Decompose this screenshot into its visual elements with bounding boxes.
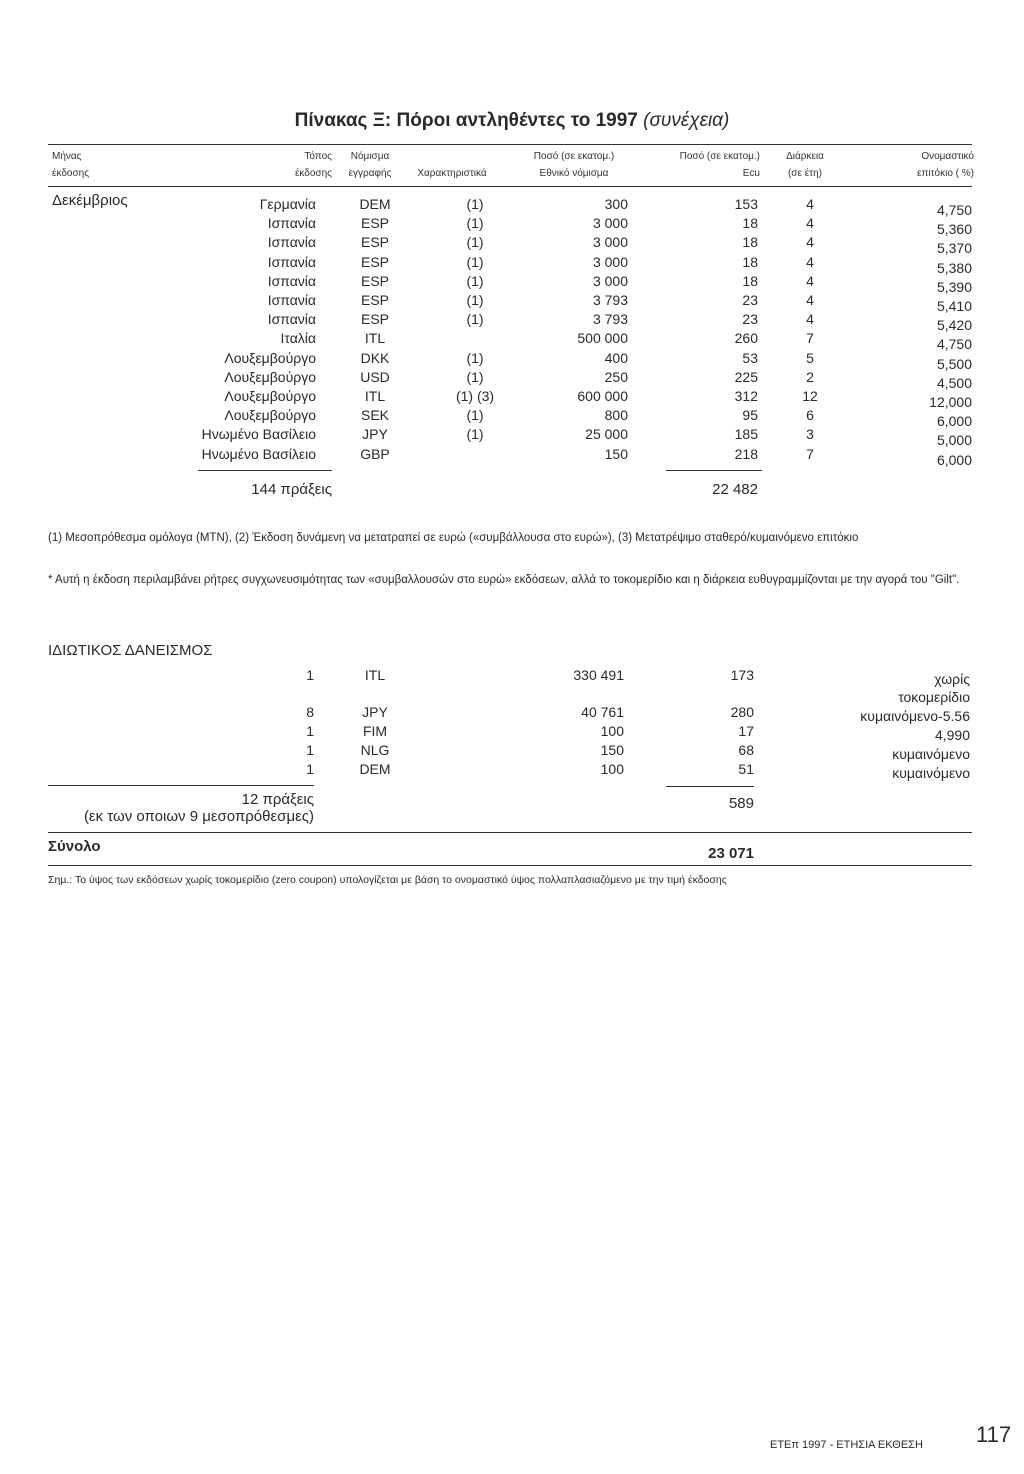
month-label: Δεκέμβριος [52, 192, 128, 209]
cell-amount-national: 800 [604, 407, 628, 424]
cell-currency: ESP [360, 272, 389, 289]
cell-currency: ESP [360, 253, 389, 270]
cell-currency: ITL [364, 667, 386, 683]
private-subtotal-rule-right [666, 786, 754, 787]
cell-currency: DEM [359, 761, 391, 777]
cell-currency: ITL [364, 388, 386, 404]
cell-duration: 3 [806, 426, 814, 443]
cell-features: (1) [466, 407, 484, 424]
cell-features: (1) [466, 234, 484, 251]
header-amount-national: Ποσό (σε εκατομ.) Εθνικό νόμισμα [533, 151, 615, 179]
cell-amount-national: 150 [600, 742, 624, 758]
cell-rate: κυμαινόμενο [892, 765, 970, 781]
footnote-1: (1) Μεσοπρόθεσμα ομόλογα (MTN), (2) Έκδοση δυνάμενη να μετατραπεί σε ευρώ («συμβάλλουσα στο ευρώ»), (3) Μετατρέψιμο σταθερό/κυμαινόμενο επιτόκιο [48, 532, 859, 544]
cell-count: 1 [306, 761, 314, 777]
cell-amount-national: 250 [604, 368, 628, 385]
header-top-rule [48, 144, 972, 145]
header-amount-ecu: Ποσό (σε εκατομ.) Ecu [679, 151, 760, 179]
cell-currency: NLG [360, 742, 390, 758]
cell-amount-national: 400 [604, 349, 628, 366]
header-bottom-rule [48, 186, 972, 187]
cell-place: Ισπανία [267, 215, 316, 232]
footnote-2: * Αυτή η έκδοση περιλαμβάνει ρήτρες συγχωνευσιμότητας των «συμβαλλουσών στο ευρώ» εκδόσεων, αλλά το τοκομερίδιο και η διάρκεια ευθυγραμμίζονται με την αγορά του "Gilt". [48, 574, 960, 586]
cell-currency: ESP [360, 311, 389, 328]
cell-rate: 4,750 [936, 202, 972, 218]
cell-amount-ecu: 153 [734, 196, 758, 212]
cell-amount-national: 3 000 [592, 272, 628, 289]
cell-features: (1) [466, 311, 484, 328]
cell-place: Ηνωμένο Βασίλειο [201, 445, 316, 462]
cell-amount-ecu: 312 [734, 388, 758, 404]
header-rate: Ονομαστικό επιτόκιο ( %) [917, 151, 974, 179]
cell-features: (1) (3) [455, 388, 495, 404]
cell-duration: 12 [802, 388, 818, 404]
cell-rate: 5,360 [936, 221, 972, 238]
cell-place: Λουξεμβούργο [224, 407, 316, 424]
cell-place: Γερμανία [259, 196, 316, 212]
cell-amount-national: 3 793 [592, 311, 628, 328]
cell-rate: 6,000 [936, 413, 972, 430]
cell-place: Λουξεμβούργο [224, 388, 316, 404]
cell-rate: χωρίς [934, 671, 970, 687]
cell-rate: κυμαινόμενο [892, 746, 970, 762]
cell-count: 1 [306, 667, 314, 683]
cell-currency: FIM [362, 723, 388, 739]
cell-currency: GBP [360, 445, 390, 462]
cell-amount-national: 3 000 [592, 234, 628, 251]
subtotal-rule-right [666, 470, 762, 471]
page-number: 117 [976, 1422, 1012, 1447]
total-label: Σύνολο [48, 838, 101, 855]
cell-features: (1) [466, 253, 484, 270]
cell-duration: 4 [806, 196, 814, 212]
cell-amount-ecu: 68 [738, 742, 754, 758]
cell-features: (1) [466, 292, 484, 308]
cell-amount-national: 3 000 [592, 253, 628, 270]
cell-rate-line2: τοκομερίδιο [898, 689, 970, 705]
cell-features: (1) [466, 349, 484, 366]
header-duration: Διάρκεια (σε έτη) [786, 151, 824, 179]
private-subtotal-label: 12 πράξεις [241, 791, 314, 808]
cell-amount-ecu: 18 [742, 272, 758, 289]
cell-currency: USD [360, 368, 390, 385]
cell-features: (1) [466, 272, 484, 289]
cell-amount-national: 100 [600, 723, 624, 739]
cell-amount-national: 330 491 [573, 667, 624, 683]
cell-place: Λουξεμβούργο [224, 368, 316, 385]
cell-place: Ισπανία [267, 234, 316, 251]
cell-amount-ecu: 95 [742, 407, 758, 424]
cell-amount-ecu: 218 [734, 445, 758, 462]
cell-rate: 4,750 [936, 336, 972, 353]
cell-rate: 5,370 [936, 240, 972, 257]
cell-rate: 5,500 [936, 355, 972, 372]
subtotal-label: 144 πράξεις [251, 481, 332, 498]
cell-place: Ισπανία [267, 311, 316, 328]
cell-rate: 5,420 [936, 317, 972, 334]
cell-rate: 5,410 [936, 298, 972, 314]
cell-rate: 6,000 [936, 451, 972, 468]
cell-amount-ecu: 18 [742, 253, 758, 270]
total-value: 23 071 [708, 845, 754, 862]
private-subtotal-rule-left [48, 785, 314, 786]
cell-amount-ecu: 280 [730, 704, 754, 720]
private-subtotal-ecu: 589 [728, 795, 754, 812]
cell-place: Ισπανία [267, 272, 316, 289]
subtotal-ecu: 22 482 [712, 481, 758, 498]
cell-amount-ecu: 260 [734, 330, 758, 347]
cell-duration: 7 [806, 445, 814, 462]
cell-count: 1 [306, 742, 314, 758]
cell-rate: 12,000 [929, 394, 972, 410]
cell-rate: 4,500 [936, 374, 972, 391]
cell-rate: 5,390 [936, 278, 972, 295]
cell-currency: SEK [360, 407, 389, 424]
cell-duration: 2 [806, 368, 814, 385]
cell-duration: 4 [806, 272, 814, 289]
total-top-rule [48, 832, 972, 833]
cell-amount-national: 300 [604, 196, 628, 212]
cell-duration: 4 [806, 292, 814, 308]
cell-rate: 5,380 [936, 259, 972, 276]
cell-place: Λουξεμβούργο [224, 349, 316, 366]
cell-amount-ecu: 23 [742, 292, 758, 308]
cell-amount-national: 500 000 [577, 330, 628, 347]
cell-place: Ηνωμένο Βασίλειο [201, 426, 316, 443]
cell-amount-ecu: 51 [738, 761, 754, 777]
page-footer-label: ΕΤΕπ 1997 - ΕΤΗΣΙΑ ΕΚΘΕΣΗ [770, 1439, 923, 1451]
cell-amount-national: 3 000 [592, 215, 628, 232]
cell-amount-ecu: 18 [742, 215, 758, 232]
cell-duration: 6 [806, 407, 814, 424]
cell-amount-national: 100 [600, 761, 624, 777]
footer-note: Σημ.: Το ύψος των εκδόσεων χωρίς τοκομερίδιο (zero coupon) υπολογίζεται με βάση το ονομαστικό ύψος πολλαπλασιαζόμενο με την τιμή έκδοσης [48, 874, 727, 886]
cell-features: (1) [466, 196, 484, 212]
header-month: Μήνας έκδοσης [52, 151, 90, 179]
cell-amount-ecu: 225 [734, 368, 758, 385]
cell-currency: ESP [360, 234, 389, 251]
cell-currency: JPY [362, 704, 388, 720]
cell-features: (1) [466, 215, 484, 232]
cell-duration: 5 [806, 349, 814, 366]
header-features: Χαρακτηριστικά [417, 168, 487, 179]
cell-duration: 7 [806, 330, 814, 347]
cell-amount-ecu: 185 [734, 426, 758, 443]
cell-place: Ισπανία [267, 253, 316, 270]
cell-amount-ecu: 173 [730, 667, 754, 683]
cell-amount-national: 40 761 [581, 704, 624, 720]
cell-currency: ESP [360, 292, 389, 308]
cell-currency: ESP [360, 215, 389, 232]
page-title [0, 110, 1024, 132]
cell-amount-ecu: 23 [742, 311, 758, 328]
cell-features: (1) [466, 368, 484, 385]
cell-duration: 4 [806, 311, 814, 328]
total-bottom-rule [48, 865, 972, 866]
cell-duration: 4 [806, 215, 814, 232]
cell-count: 1 [306, 723, 314, 739]
header-currency: Νόμισμα εγγραφής [348, 151, 392, 179]
cell-currency: JPY [362, 426, 388, 443]
cell-rate: 4,990 [934, 727, 970, 743]
cell-currency: ITL [364, 330, 386, 347]
cell-features: (1) [466, 426, 484, 443]
header-place: Τόπος έκδοσης [294, 151, 332, 179]
cell-rate: 5,000 [936, 432, 972, 449]
cell-amount-national: 600 000 [577, 388, 628, 404]
cell-currency: DKK [360, 349, 390, 366]
cell-amount-ecu: 18 [742, 234, 758, 251]
cell-place: Ισπανία [267, 292, 316, 308]
subtotal-rule-left [198, 470, 332, 471]
private-heading: ΙΔΙΩΤΙΚΟΣ ΔΑΝΕΙΣΜΟΣ [48, 642, 213, 659]
cell-rate: κυμαινόμενο-5.56 [860, 708, 970, 724]
cell-amount-ecu: 53 [742, 349, 758, 366]
cell-place: Ιταλία [280, 330, 316, 347]
title-suffix: (συνέχεια) [643, 110, 730, 131]
cell-currency: DEM [359, 196, 391, 212]
cell-amount-ecu: 17 [738, 723, 754, 739]
cell-duration: 4 [806, 253, 814, 270]
cell-amount-national: 3 793 [592, 292, 628, 308]
cell-amount-national: 150 [604, 445, 628, 462]
title-main: Πίνακας Ξ: Πόροι αντληθέντες το 1997 [294, 110, 638, 131]
cell-count: 8 [306, 704, 314, 720]
private-subtotal-note: (εκ των οποιων 9 μεσοπρόθεσμες) [83, 808, 314, 825]
cell-duration: 4 [806, 234, 814, 251]
cell-amount-national: 25 000 [585, 426, 628, 443]
